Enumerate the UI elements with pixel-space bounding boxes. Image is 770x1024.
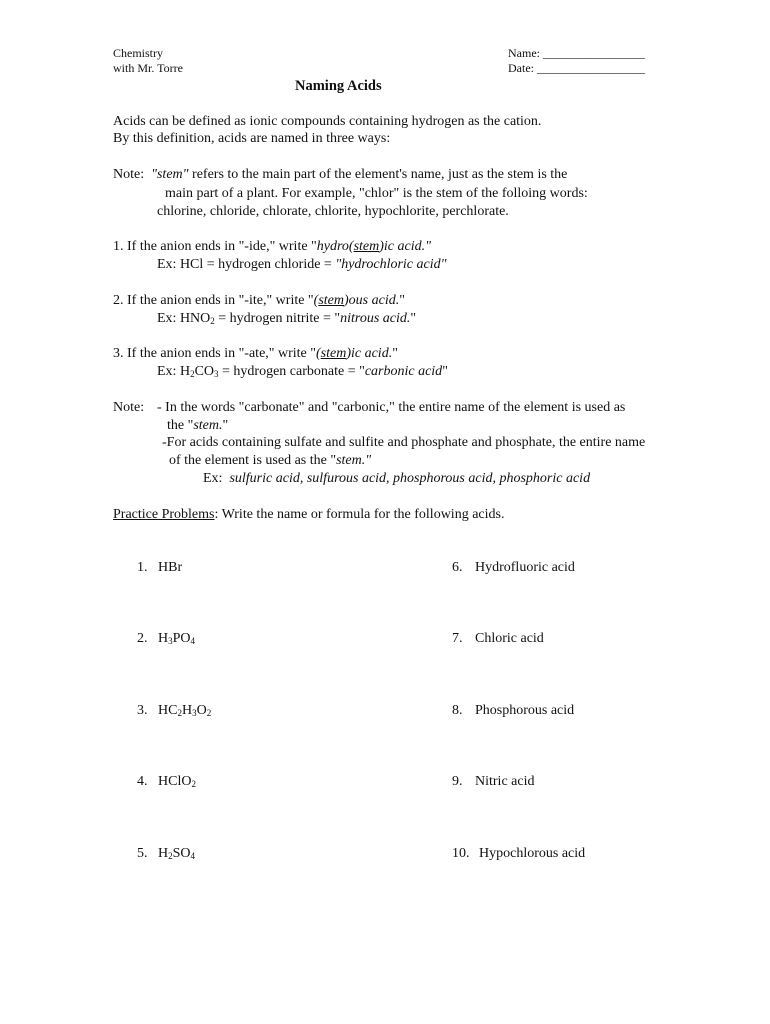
rule-3-example-mid: = hydrogen carbonate = " — [218, 364, 365, 379]
rule-1-stem: stem — [353, 239, 380, 254]
rule-3-text: 3. If the anion ends in "-ate," write " — [113, 346, 316, 361]
rule-2-example-quote: " — [410, 311, 417, 326]
note-2-example — [203, 470, 590, 487]
note-2-line-4 — [169, 452, 371, 469]
item-number: 1. — [137, 560, 148, 575]
note-2-line-2 — [167, 417, 228, 434]
stem-term: stem. — [193, 418, 223, 433]
subscript: 4 — [190, 636, 196, 646]
note-2-line-3: -For acids containing sulfate and sulfite and phosphate and phosphate, the entire name — [162, 435, 646, 450]
rule-3-formula-start: ( — [315, 346, 321, 361]
rule-3-example-formula: CO — [194, 364, 215, 379]
practice-item — [137, 773, 196, 790]
example-label: Ex: — [203, 471, 223, 486]
practice-item — [452, 630, 544, 647]
rule-1-example-answer: "hydrochloric acid" — [335, 257, 447, 272]
acid-name: Hydrofluoric acid — [475, 560, 575, 575]
item-number: 6. — [452, 560, 463, 575]
practice-item — [137, 702, 211, 719]
practice-item — [452, 702, 574, 719]
acid-name: Hypochlorous acid — [479, 846, 586, 861]
rule-2-example-text: Ex: HNO — [157, 311, 211, 326]
practice-instruction: : Write the name or formula for the following acids. — [214, 507, 505, 522]
teacher-name: with Mr. Torre — [113, 61, 183, 75]
rule-2-quote: " — [399, 293, 405, 308]
rule-1-text: 1. If the anion ends in "-ide," write " — [113, 239, 317, 254]
note-2-line-2-quote: " — [222, 418, 229, 433]
subscript: 2 — [210, 316, 215, 326]
note-1-line-2: main part of a plant. For example, "chlor" is the stem of the folloing words: — [165, 186, 588, 201]
rule-3-stem: stem — [320, 346, 347, 361]
rule-2-formula-start: ( — [313, 293, 319, 308]
date-field: Date: __________________ — [508, 61, 645, 75]
practice-title: Practice Problems — [113, 507, 215, 522]
note-2-line-1: - In the words "carbonate" and "carbonic," the entire name of the element is used as — [157, 400, 626, 415]
chemical-formula: $H_3PO_4$ — [158, 631, 196, 646]
item-number: 10. — [452, 846, 470, 861]
rule-3-example-text: Ex: H — [157, 364, 191, 379]
note-1-text: refers to the main part of the element's name, just as the stem is the — [192, 167, 568, 182]
acid-name: Phosphorous acid — [475, 703, 575, 718]
rule-1 — [113, 238, 431, 255]
rule-3 — [113, 345, 398, 362]
subscript: 2 — [168, 851, 173, 861]
practice-item — [137, 559, 182, 576]
chemical-formula: HBr — [158, 560, 183, 575]
chemical-formula: $H_2SO_4$ — [158, 846, 196, 861]
rule-3-example-quote: " — [442, 364, 448, 379]
note-2-line-4-text: of the element is used as the " — [169, 453, 337, 468]
note-1-line-3: chlorine, chloride, chlorate, chlorite, hypochlorite, perchlorate. — [157, 204, 509, 219]
name-field: Name: _________________ — [508, 46, 645, 60]
course-name: Chemistry — [113, 46, 163, 60]
rule-1-formula-start: hydro( — [316, 239, 354, 254]
chemical-formula: $HC_2H_3O_2$ — [158, 703, 212, 718]
note-2-label: Note: — [113, 400, 145, 415]
note-2-example-text: sulfuric acid, sulfurous acid, phosphorous acid, phosphoric acid — [229, 471, 591, 486]
subscript: 2 — [177, 708, 182, 718]
item-number: 9. — [452, 774, 463, 789]
rule-2-example-mid: = hydrogen nitrite = " — [214, 311, 341, 326]
subscript: 2 — [190, 369, 195, 379]
subscript: 3 — [168, 636, 173, 646]
practice-item — [452, 773, 534, 790]
rule-1-formula-end: )ic acid." — [379, 239, 431, 254]
practice-heading — [113, 506, 504, 523]
item-number: 2. — [137, 631, 148, 646]
subscript: 4 — [190, 851, 196, 861]
rule-1-example-text: Ex: HCl = hydrogen chloride = — [157, 257, 336, 272]
item-number: 5. — [137, 846, 148, 861]
rule-3-example-answer: carbonic acid — [364, 364, 443, 379]
item-number: 8. — [452, 703, 463, 718]
practice-item — [452, 845, 585, 862]
page-title: Naming Acids — [295, 78, 382, 94]
acid-name: Nitric acid — [475, 774, 535, 789]
rule-1-example — [157, 256, 447, 273]
subscript: 2 — [206, 708, 212, 718]
rule-2-example — [157, 310, 416, 327]
rule-2-text: 2. If the anion ends in "-ite," write " — [113, 293, 314, 308]
subscript: 3 — [214, 369, 219, 379]
practice-item — [452, 559, 575, 576]
subscript: 3 — [192, 708, 197, 718]
item-number: 3. — [137, 703, 148, 718]
stem-term: "stem" — [151, 167, 189, 182]
rule-3-quote: " — [392, 346, 398, 361]
practice-item — [137, 845, 195, 862]
note-1-line-1 — [113, 166, 567, 183]
note-2-line-2-text: the " — [167, 418, 194, 433]
practice-item — [137, 630, 195, 647]
rule-2 — [113, 292, 405, 309]
rule-3-formula-end: )ic acid. — [346, 346, 393, 361]
note-label: Note: — [113, 167, 145, 182]
chemical-formula: HClO$_2$ — [158, 774, 196, 789]
rule-2-formula-end: )ous acid. — [344, 293, 400, 308]
stem-term: stem." — [336, 453, 372, 468]
acid-name: Chloric acid — [475, 631, 544, 646]
rule-2-stem: stem — [318, 293, 344, 308]
item-number: 4. — [137, 774, 148, 789]
item-number: 7. — [452, 631, 463, 646]
intro-line-1: Acids can be defined as ionic compounds containing hydrogen as the cation. — [113, 114, 542, 129]
subscript: 2 — [191, 779, 196, 789]
rule-2-example-answer: nitrous acid. — [340, 311, 411, 326]
rule-3-example — [157, 363, 448, 380]
intro-line-2: By this definition, acids are named in three ways: — [113, 131, 391, 146]
